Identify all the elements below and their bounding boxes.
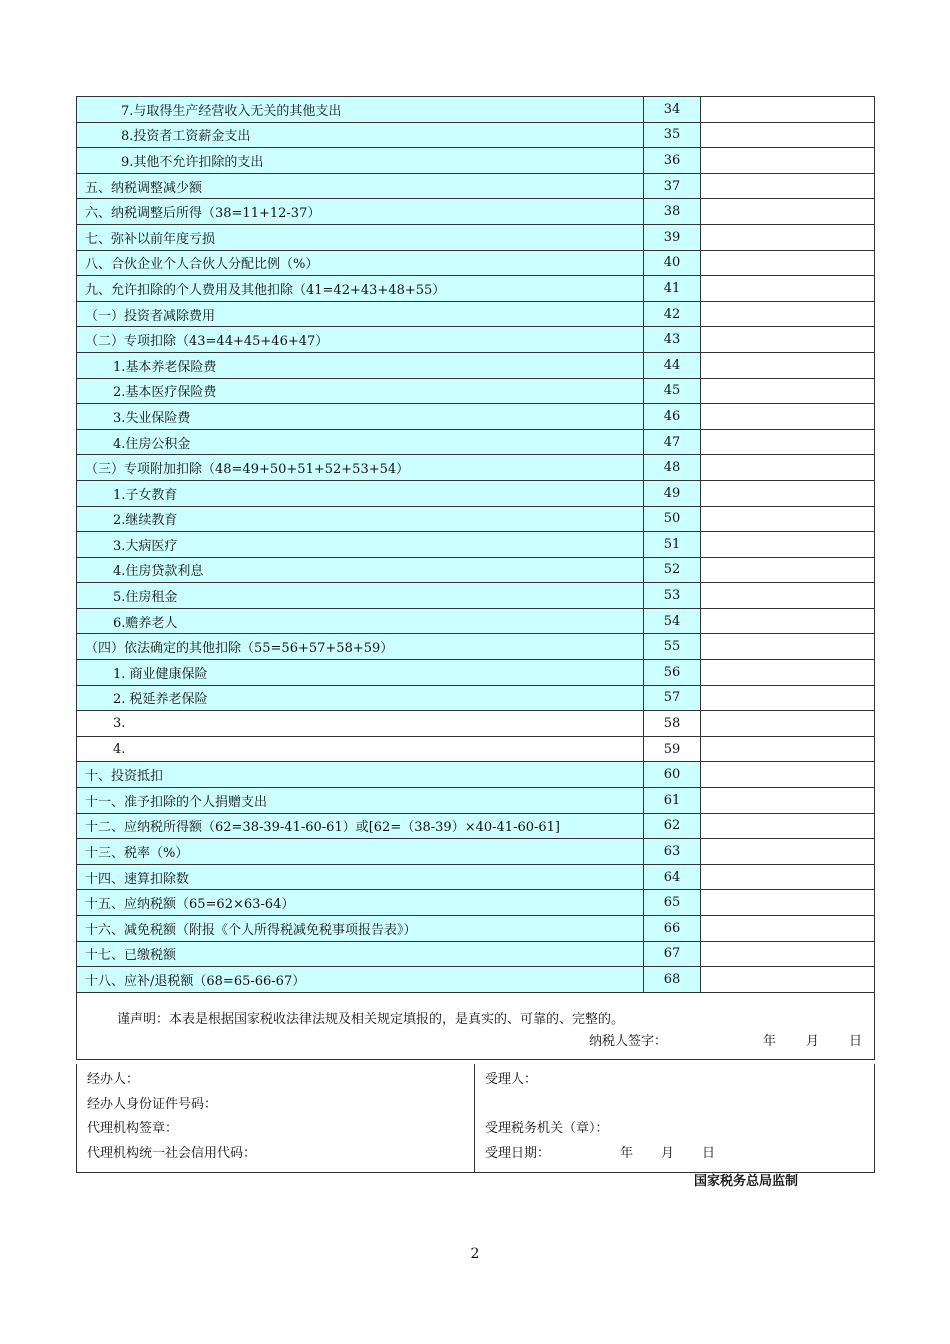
row-label: 十八、应补/退税额（68=65-66-67） (77, 967, 644, 993)
row-label: 2. 税延养老保险 (77, 685, 644, 711)
row-label: （三）专项附加扣除（48=49+50+51+52+53+54） (77, 455, 644, 481)
amount-input-cell[interactable] (701, 378, 875, 404)
amount-input-cell[interactable] (701, 813, 875, 839)
amount-input-cell[interactable] (701, 890, 875, 916)
row-label: 七、弥补以前年度亏损 (77, 224, 644, 250)
row-label: 7.与取得生产经营收入无关的其他支出 (77, 97, 644, 123)
amount-input-cell[interactable] (701, 352, 875, 378)
form-row-34 (77, 97, 875, 123)
form-row-61 (77, 788, 875, 814)
amount-input-cell[interactable] (701, 967, 875, 993)
amount-input-cell[interactable] (701, 557, 875, 583)
line-number: 68 (644, 967, 701, 993)
form-row-47 (77, 429, 875, 455)
line-number: 56 (644, 660, 701, 686)
form-row-45 (77, 378, 875, 404)
form-row-46 (77, 404, 875, 430)
row-label: （二）专项扣除（43=44+45+46+47） (77, 327, 644, 353)
amount-input-cell[interactable] (701, 762, 875, 788)
line-number: 45 (644, 378, 701, 404)
agency-seal-label: 代理机构签章： (87, 1121, 179, 1136)
amount-input-cell[interactable] (701, 634, 875, 660)
receipt-date-label: 受理日期： (485, 1145, 551, 1161)
line-number: 48 (644, 455, 701, 481)
line-number: 36 (644, 148, 701, 174)
form-row-58 (77, 711, 875, 737)
form-row-60 (77, 762, 875, 788)
form-row-53 (77, 583, 875, 609)
line-number: 44 (644, 352, 701, 378)
form-row-52 (77, 557, 875, 583)
line-number: 67 (644, 941, 701, 967)
footer-table (76, 1064, 875, 1173)
row-label: 十七、已缴税额 (77, 941, 644, 967)
line-number: 39 (644, 224, 701, 250)
taxpayer-signature-label: 纳税人签字： (589, 1033, 668, 1049)
row-label: 6.赡养老人 (77, 608, 644, 634)
row-label: 九、允许扣除的个人费用及其他扣除（41=42+43+48+55） (77, 276, 644, 302)
line-number: 37 (644, 173, 701, 199)
receipt-month: 月 (661, 1145, 675, 1161)
line-number: 66 (644, 916, 701, 942)
form-row-44 (77, 352, 875, 378)
supervision-note: 国家税务总局监制 (694, 1174, 799, 1189)
row-label: 4.住房公积金 (77, 429, 644, 455)
row-label: 十、投资抵扣 (77, 762, 644, 788)
line-number: 57 (644, 685, 701, 711)
form-row-49 (77, 480, 875, 506)
row-label: 3.失业保险费 (77, 404, 644, 430)
receiver-info-cell (475, 1064, 875, 1173)
line-number: 60 (644, 762, 701, 788)
line-number: 62 (644, 813, 701, 839)
row-label: 十五、应纳税额（65=62×63-64） (77, 890, 644, 916)
amount-input-cell[interactable] (701, 583, 875, 609)
form-row-42 (77, 301, 875, 327)
form-row-68 (77, 967, 875, 993)
agency-code-label: 代理机构统一社会信用代码： (87, 1145, 257, 1161)
row-label: 3.大病医疗 (77, 532, 644, 558)
row-label: 八、合伙企业个人合伙人分配比例（%） (77, 250, 644, 276)
declaration-row (77, 992, 875, 1059)
amount-input-cell[interactable] (701, 276, 875, 302)
row-label: 十三、税率（%） (77, 839, 644, 865)
amount-input-cell[interactable] (701, 429, 875, 455)
line-number: 51 (644, 532, 701, 558)
line-number: 42 (644, 301, 701, 327)
form-row-51 (77, 532, 875, 558)
receipt-day: 日 (702, 1145, 716, 1161)
form-row-37 (77, 173, 875, 199)
row-label: 1. 商业健康保险 (77, 660, 644, 686)
line-number: 50 (644, 506, 701, 532)
line-number: 35 (644, 122, 701, 148)
handler-label: 经办人： (87, 1072, 140, 1087)
form-row-65 (77, 890, 875, 916)
amount-input-cell[interactable] (701, 941, 875, 967)
form-row-67 (77, 941, 875, 967)
row-label: 5.住房租金 (77, 583, 644, 609)
row-label: 8.投资者工资薪金支出 (77, 122, 644, 148)
line-number: 63 (644, 839, 701, 865)
row-label: 2.基本医疗保险费 (77, 378, 644, 404)
row-label: 2.继续教育 (77, 506, 644, 532)
signature-month: 月 (806, 1033, 820, 1049)
row-label: 9.其他不允许扣除的支出 (77, 148, 644, 174)
line-number: 47 (644, 429, 701, 455)
declaration-cell (77, 992, 875, 1059)
amount-input-cell[interactable] (701, 660, 875, 686)
form-row-35 (77, 122, 875, 148)
tax-form-body (77, 97, 875, 993)
line-number: 46 (644, 404, 701, 430)
row-label: （四）依法确定的其他扣除（55=56+57+58+59） (77, 634, 644, 660)
line-number: 54 (644, 608, 701, 634)
row-label: 十二、应纳税所得额（62=38-39-41-60-61）或[62=（38-39）×40-41-60-61] (77, 813, 644, 839)
form-row-55 (77, 634, 875, 660)
form-row-63 (77, 839, 875, 865)
form-row-36 (77, 148, 875, 174)
amount-input-cell[interactable] (701, 404, 875, 430)
form-row-38 (77, 199, 875, 225)
tax-form-table (76, 96, 875, 1060)
signature-year: 年 (763, 1033, 777, 1049)
row-label: 1.子女教育 (77, 480, 644, 506)
row-label: 4. (77, 736, 644, 762)
amount-input-cell[interactable] (701, 455, 875, 481)
form-row-43 (77, 327, 875, 353)
amount-input-cell[interactable] (701, 301, 875, 327)
row-label: 十一、准予扣除的个人捐赠支出 (77, 788, 644, 814)
amount-input-cell[interactable] (701, 173, 875, 199)
amount-input-cell[interactable] (701, 916, 875, 942)
amount-input-cell[interactable] (701, 839, 875, 865)
row-label: 十四、速算扣除数 (77, 864, 644, 890)
line-number: 38 (644, 199, 701, 225)
line-number: 64 (644, 864, 701, 890)
line-number: 59 (644, 736, 701, 762)
declaration-text: 谨声明：本表是根据国家税收法律法规及相关规定填报的，是真实的、可靠的、完整的。 (117, 1011, 625, 1027)
handler-id-label: 经办人身份证件号码： (87, 1096, 218, 1112)
form-row-56 (77, 660, 875, 686)
receipt-year: 年 (620, 1145, 634, 1161)
amount-input-cell[interactable] (701, 199, 875, 225)
line-number: 61 (644, 788, 701, 814)
row-label: 1.基本养老保险费 (77, 352, 644, 378)
amount-input-cell[interactable] (701, 327, 875, 353)
taxpayer-signature-line (589, 1030, 862, 1049)
row-label: 4.住房贷款利息 (77, 557, 644, 583)
line-number: 43 (644, 327, 701, 353)
amount-input-cell[interactable] (701, 608, 875, 634)
line-number: 53 (644, 583, 701, 609)
amount-input-cell[interactable] (701, 250, 875, 276)
amount-input-cell[interactable] (701, 224, 875, 250)
form-row-57 (77, 685, 875, 711)
amount-input-cell[interactable] (701, 788, 875, 814)
form-row-66 (77, 916, 875, 942)
amount-input-cell[interactable] (701, 122, 875, 148)
amount-input-cell[interactable] (701, 148, 875, 174)
amount-input-cell[interactable] (701, 711, 875, 737)
amount-input-cell[interactable] (701, 97, 875, 123)
receiver-label: 受理人： (485, 1072, 538, 1087)
form-row-54 (77, 608, 875, 634)
tax-office-label: 受理税务机关（章）： (485, 1121, 609, 1136)
amount-input-cell[interactable] (701, 480, 875, 506)
form-row-50 (77, 506, 875, 532)
row-label: 十六、减免税额（附报《个人所得税减免税事项报告表》） (77, 916, 644, 942)
form-row-48 (77, 455, 875, 481)
line-number: 55 (644, 634, 701, 660)
amount-input-cell[interactable] (701, 736, 875, 762)
row-label: 五、纳税调整减少额 (77, 173, 644, 199)
line-number: 58 (644, 711, 701, 737)
form-row-40 (77, 250, 875, 276)
amount-input-cell[interactable] (701, 532, 875, 558)
line-number: 41 (644, 276, 701, 302)
form-row-39 (77, 224, 875, 250)
row-label: 六、纳税调整后所得（38=11+12-37） (77, 199, 644, 225)
amount-input-cell[interactable] (701, 864, 875, 890)
line-number: 49 (644, 480, 701, 506)
form-row-41 (77, 276, 875, 302)
row-label: 3. (77, 711, 644, 737)
form-row-62 (77, 813, 875, 839)
receipt-date-line (485, 1144, 874, 1169)
amount-input-cell[interactable] (701, 685, 875, 711)
line-number: 34 (644, 97, 701, 123)
signature-day: 日 (849, 1033, 863, 1049)
amount-input-cell[interactable] (701, 506, 875, 532)
row-label: （一）投资者减除费用 (77, 301, 644, 327)
form-row-59 (77, 736, 875, 762)
line-number: 65 (644, 890, 701, 916)
line-number: 40 (644, 250, 701, 276)
agent-info-cell (77, 1064, 475, 1173)
line-number: 52 (644, 557, 701, 583)
form-row-64 (77, 864, 875, 890)
page-number: 2 (470, 1246, 480, 1262)
